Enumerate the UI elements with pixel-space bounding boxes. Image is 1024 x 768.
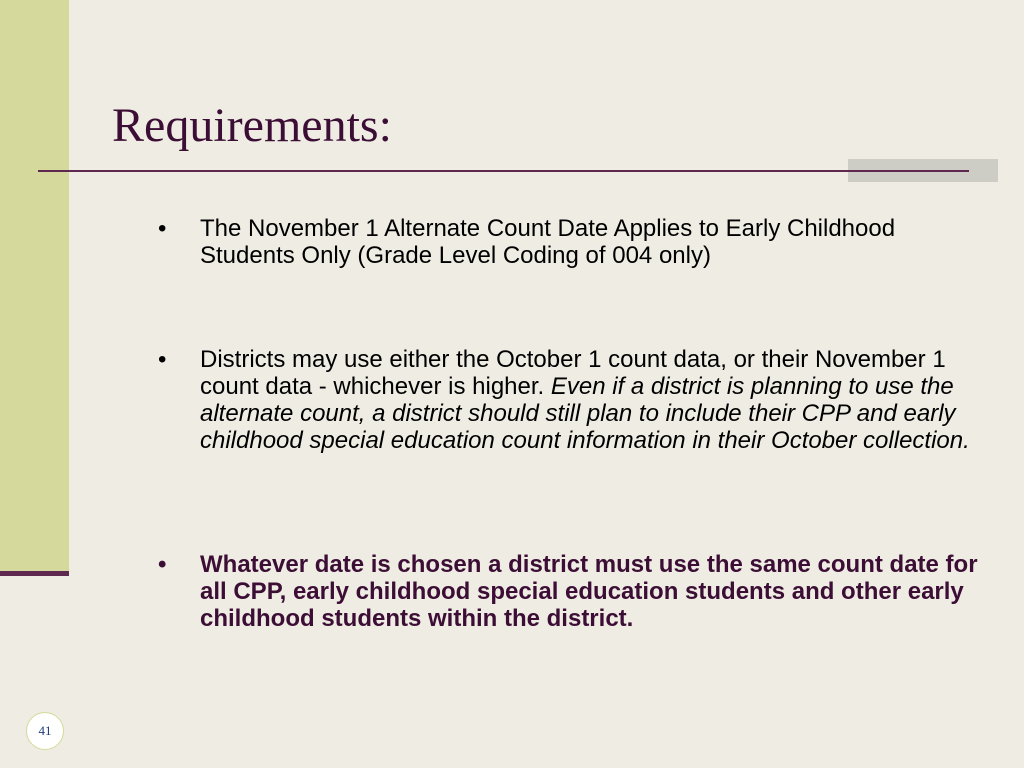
- bullet-item-alternate-count-date: [158, 215, 990, 269]
- bullet-dot-icon: •: [158, 551, 167, 578]
- bullet-item-same-count-date: [158, 551, 990, 632]
- slide-title: Requirements:: [112, 99, 392, 152]
- title-rule: [38, 170, 969, 172]
- bullet-text: The November 1 Alternate Count Date Applies to Early Childhood Students Only (Grade Level Coding of 004 only): [200, 215, 896, 269]
- bullet-dot-icon: •: [158, 215, 167, 242]
- bullet-emphasis-text: Even if a district is planning to use the alternate count, a district should still plan to include their CPP and early childhood special education count information in their October collection.: [200, 373, 970, 454]
- page-number-badge: [26, 712, 64, 750]
- bullet-dot-icon: •: [158, 346, 167, 373]
- bullet-text: Districts may use either the October 1 count data, or their November 1 count data - whichever is higher.: [200, 346, 946, 400]
- side-band-rule: [0, 571, 69, 576]
- bullet-item-count-data-choice: [158, 346, 990, 454]
- page-number: 41: [38, 723, 52, 738]
- bullet-text: Whatever date is chosen a district must use the same count date for all CPP, early childhood special education students and other early childhood students within the district.: [200, 551, 978, 632]
- side-band: [0, 0, 69, 572]
